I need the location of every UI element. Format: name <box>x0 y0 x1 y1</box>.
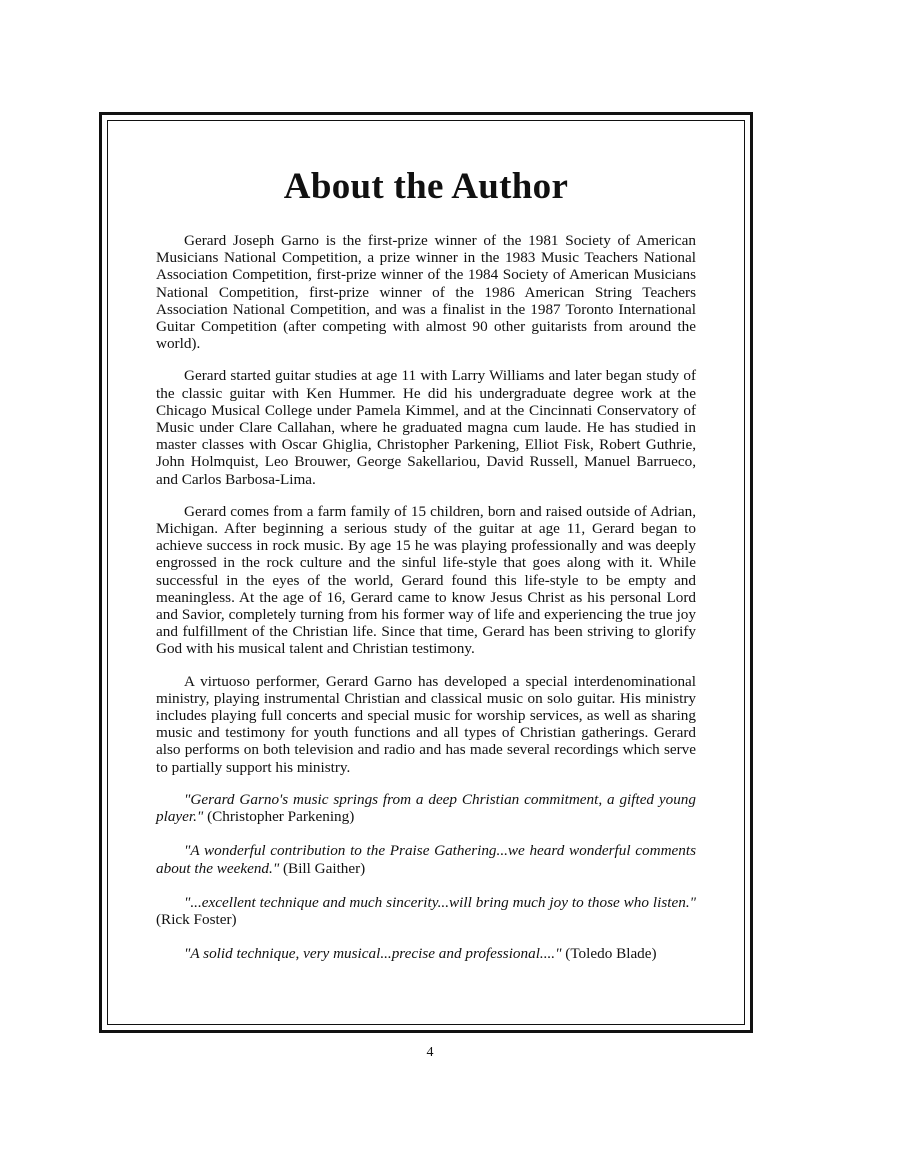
page-number: 4 <box>426 1045 434 1060</box>
quote-foster <box>156 894 696 928</box>
paragraph-education: Gerard started guitar studies at age 11 with Larry Williams and later began study of the classic guitar with Ken Hummer. He did his undergraduate degree work at the Chicago Musical College under Pamela Kimmel, and at the Cincinnati Conservatory of Music under Clare Callahan, where he graduated magna cum laude. He has studied in master classes with Oscar Ghiglia, Christopher Parkening, Elliot Fisk, Robert Guthrie, John Holmquist, Leo Brouwer, George Sakellariou, David Russell, Manuel Barrueco, and Carlos Barbosa-Lima. <box>156 367 696 488</box>
quote-toledo-blade <box>156 945 696 962</box>
paragraph-background: Gerard comes from a farm family of 15 children, born and raised outside of Adrian, Michigan. After beginning a serious study of the guitar at age 11, Gerard began to achieve success in rock music. By age 15 he was playing professionally and was deeply engrossed in the rock culture and the sinful life-style that goes along with it. While successful in the eyes of the world, Gerard found this life-style to be empty and meaningless. At the age of 16, Gerard came to know Jesus Christ as his personal Lord and Savior, completely turning from his former way of life and experiencing the true joy and fulfillment of the Christian life. Since that time, Gerard has been striving to glorify God with his musical talent and Christian testimony. <box>156 502 696 658</box>
page-title: About the Author <box>283 166 569 207</box>
quote-text: "A solid technique, very musical...precise and professional...." <box>184 945 562 963</box>
quote-source: (Christopher Parkening) <box>207 808 355 826</box>
quote-text: "Gerard Garno's music springs from a deep Christian commitment, a gifted young player." <box>156 790 696 826</box>
quote-source: (Rick Foster) <box>156 910 237 928</box>
quote-parkening <box>156 791 696 825</box>
paragraph-ministry: A virtuoso performer, Gerard Garno has developed a special interdenominational ministry, playing instrumental Christian and classical music on solo guitar. His ministry includes playing full concerts and special music for worship services, as well as sharing music and testimony for youth functions and all types of Christian gatherings. Gerard also performs on both television and radio and has made several recordings which serve to partially support his ministry. <box>156 672 696 776</box>
quote-gaither <box>156 842 696 876</box>
quote-source: (Bill Gaither) <box>283 859 366 877</box>
quote-source: (Toledo Blade) <box>565 945 657 963</box>
quote-text: "A wonderful contribution to the Praise Gathering...we heard wonderful comments about the weekend." <box>156 842 696 877</box>
quote-text: "...excellent technique and much sincerity...will bring much joy to those who listen." <box>184 893 696 911</box>
paragraph-awards: Gerard Joseph Garno is the first-prize winner of the 1981 Society of American Musicians National Competition, a prize winner in the 1983 Music Teachers National Association Competition, first-prize winner of the 1984 Society of American Musicians National Competition, first-prize winner of the 1986 American String Teachers Association National Competition, and was a finalist in the 1987 Toronto International Guitar Competition (after competing with almost 90 other guitarists from around the world). <box>156 232 696 353</box>
article-body <box>156 164 696 979</box>
